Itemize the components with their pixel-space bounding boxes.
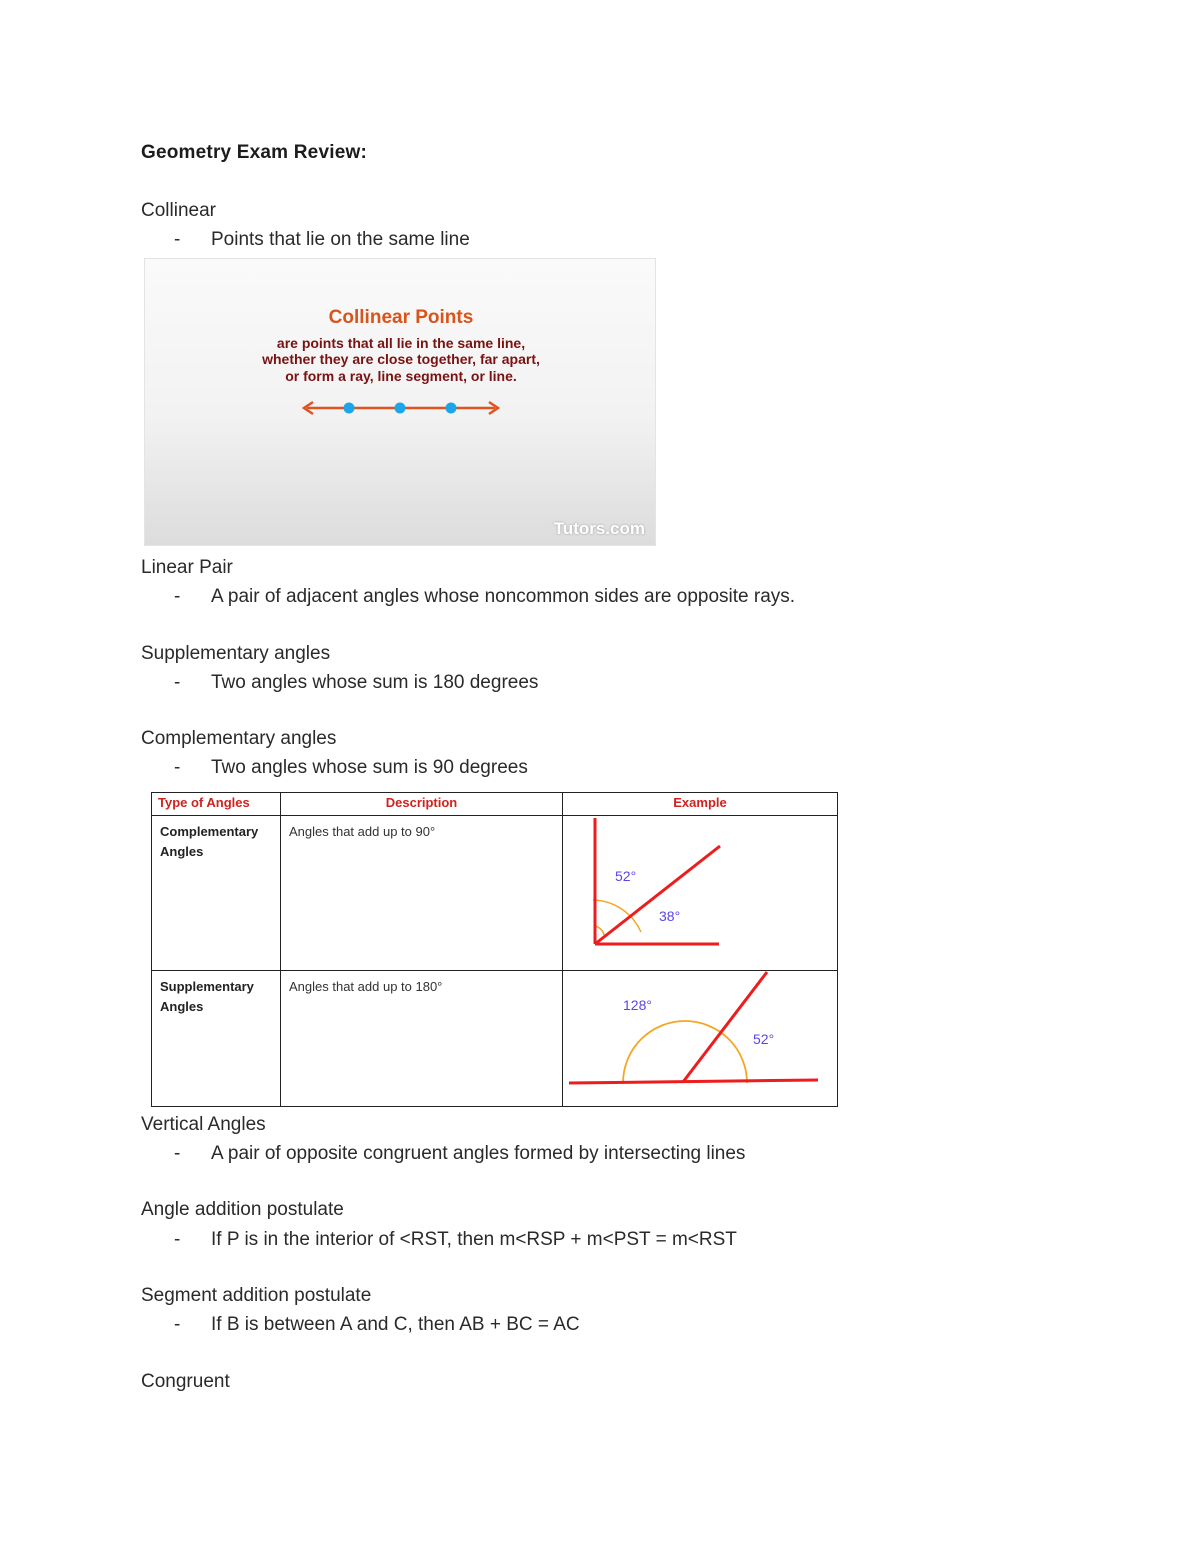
term-collinear: Collinear <box>141 200 216 221</box>
cell-type: Complementary Angles <box>152 816 281 971</box>
cell-description: Angles that add up to 180° <box>281 971 563 1107</box>
definition-text: A pair of adjacent angles whose noncommon sides are opposite rays. <box>211 586 796 607</box>
term-linear-pair: Linear Pair <box>141 557 233 578</box>
bullet-dash: - <box>174 1143 181 1164</box>
table-row <box>152 971 838 1107</box>
image-text-line: or form a ray, line segment, or line. <box>285 368 517 384</box>
bullet-dash: - <box>174 1314 181 1335</box>
angle-label: 38° <box>659 908 681 924</box>
term-complementary-angles: Complementary angles <box>141 728 337 749</box>
definition-angle-addition-postulate <box>174 1229 737 1251</box>
bullet-dash: - <box>174 586 181 607</box>
bullet-dash: - <box>174 229 181 250</box>
definition-text: Two angles whose sum is 180 degrees <box>211 672 539 693</box>
bullet-dash: - <box>174 757 181 778</box>
angle-label: 52° <box>753 1031 775 1047</box>
supplementary-angles-diagram <box>563 971 838 1095</box>
definition-collinear <box>174 229 470 251</box>
image-text-line: whether they are close together, far apart, <box>262 351 540 367</box>
table-row <box>152 816 838 971</box>
cell-example <box>563 971 838 1107</box>
collinear-points-image <box>144 258 656 546</box>
header-description: Description <box>281 793 563 816</box>
collinear-point <box>395 403 406 414</box>
definition-complementary-angles <box>174 757 528 779</box>
bullet-dash: - <box>174 672 181 693</box>
image-text-line: are points that all lie in the same line, <box>276 335 526 351</box>
angle-label: 128° <box>623 997 652 1013</box>
definition-vertical-angles <box>174 1143 745 1165</box>
ray-diagonal <box>683 972 767 1082</box>
definition-text: Two angles whose sum is 90 degrees <box>211 757 528 778</box>
definition-text: A pair of opposite congruent angles formed by intersecting lines <box>211 1143 746 1164</box>
definition-text: Points that lie on the same line <box>211 229 470 250</box>
definition-segment-addition-postulate <box>174 1314 580 1336</box>
collinear-point <box>344 403 355 414</box>
term-angle-addition-postulate: Angle addition postulate <box>141 1199 344 1220</box>
definition-text: If P is in the interior of <RST, then m<RSP + m<PST = m<RST <box>211 1229 737 1250</box>
ray-baseline <box>569 1080 818 1083</box>
document-title: Geometry Exam Review: <box>141 142 367 163</box>
cell-type: Supplementary Angles <box>152 971 281 1107</box>
term-supplementary-angles: Supplementary angles <box>141 643 331 664</box>
ray-diagonal <box>595 846 720 944</box>
bullet-dash: - <box>174 1229 181 1250</box>
term-vertical-angles: Vertical Angles <box>141 1114 266 1135</box>
image-heading: Collinear Points <box>328 307 474 328</box>
term-congruent: Congruent <box>141 1371 230 1392</box>
complementary-angles-diagram <box>563 816 838 958</box>
cell-example <box>563 816 838 971</box>
angle-arc <box>623 1021 747 1083</box>
term-segment-addition-postulate: Segment addition postulate <box>141 1285 372 1306</box>
header-example: Example <box>563 793 838 816</box>
definition-supplementary-angles <box>174 672 538 694</box>
header-type-of-angles: Type of Angles <box>152 793 281 816</box>
number-line-illustration <box>145 259 657 547</box>
angle-label: 52° <box>615 868 637 884</box>
definition-linear-pair <box>174 586 795 608</box>
watermark: Tutors.com <box>553 519 645 538</box>
collinear-point <box>446 403 457 414</box>
definition-text: If B is between A and C, then AB + BC = AC <box>211 1314 580 1335</box>
angles-table <box>151 792 837 1090</box>
cell-description: Angles that add up to 90° <box>281 816 563 971</box>
